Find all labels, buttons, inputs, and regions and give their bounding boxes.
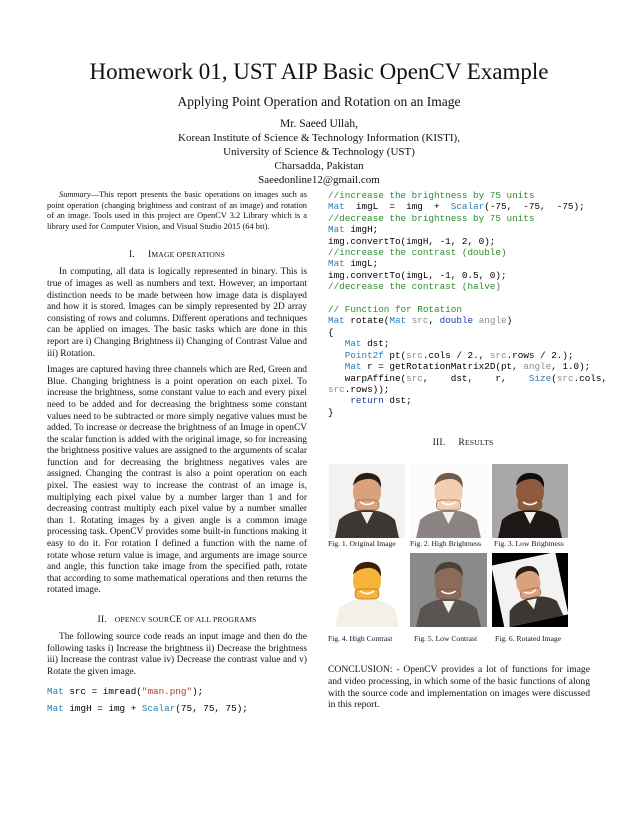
figure-1-image [329,464,405,538]
code-token: Mat [328,224,345,236]
conclusion-text: CONCLUSION: - OpenCV provides a lot of functions for image and video processing, in which some of the basic functions of along with the source code and implementation on images were discussed in this report. [328,664,590,711]
code-token: img.convertTo(imgH, -1, 2, 0); [328,235,496,247]
code-token: imgH = img + [63,702,142,714]
code-token: , dst, r, [422,372,529,384]
code-token: .cols, [573,372,608,384]
paper-title: Homework 01, UST AIP Basic OpenCV Example [89,59,549,84]
section-1-paragraph-2: Images are captured having three channels which are Red, Green and Blue. Changing brightness is a point operation on each pixel. To increase the brightness, some constant value to each and every pixel need to be added and for decreasing the brightness some constant values need to be subtracted or more simply negative values must be added. To increase or decrease the brightness of an Image in openCV the scalar function is added with the original image, so for increasing the brightness positive values are assigned to the arguments of scalar function and for decreasing the brightness negatives vales are assigned. Changing the contrast is also a point operation on each pixel. The easiest way to increase the contrast of an image is, multiplying each pixel value by a number larger than 1 and for decreasing contrast multiply each pixel value by a number smaller than 1. Rotating images by a given angle is a common image processing task. OpenCV provides some built-in functions making it easy to do it. For rotation I defined a function with the name of rotate whose return value is image, and arguments are image source and angle, this function take image from the specified path, rotate that according to some mathematical operations and then returns the rotated image. [47,365,307,596]
code-token: src [406,349,423,361]
portrait-graphic [492,553,568,627]
portrait-graphic [492,464,568,538]
figure-4-caption: Fig. 4. High Contrast [328,634,393,643]
portrait-graphic [329,553,405,627]
section-3-num: III. [432,437,446,448]
code-token: Mat [344,338,362,350]
code-line-imgH [47,703,307,714]
portrait-graphic [410,553,487,627]
code-token: imgL = img + [344,201,451,213]
code-comment: // Function for Rotation [328,304,462,316]
section-2-heading [47,614,307,626]
code-token: src [328,383,345,395]
code-token: , [428,315,440,327]
code-token: ) [506,315,513,327]
affiliation-line-2: University of Science & Technology (UST) [223,146,415,158]
figure-3-caption: Fig. 3. Low Brightness [494,539,564,548]
code-token: Scalar [141,702,176,714]
section-3-cap: R [458,437,466,448]
code-token: r = getRotationMatrix2D(pt, [361,361,524,373]
code-token: .cols / 2., [422,349,490,361]
code-token: angle [473,315,507,327]
code-token: src [489,349,507,361]
code-token: src [406,372,423,384]
code-comment: //increase the contrast (double) [328,247,507,259]
section-2-part-a: OPENCV S [114,615,153,624]
code-token: img.convertTo(imgL, -1, 0.5, 0); [328,269,507,281]
section-2-part-b: OUR [152,615,170,624]
affiliation-line-1: Korean Institute of Science & Technology Information (KISTI), [178,132,460,144]
figure-6-caption: Fig. 6. Rotated Image [495,634,562,643]
author-name: Mr. Saeed Ullah, [280,118,358,130]
code-comment: //increase the brightness by 75 units [328,190,535,201]
code-token: imgL; [344,258,379,270]
figure-2-caption: Fig. 2. High Brightness [410,539,482,548]
code-token: dst; [361,338,390,350]
code-token: pt( [383,349,407,361]
code-token: , 1.0); [551,361,591,373]
code-token: .rows / 2.); [506,349,574,361]
code-token: ); [192,686,204,698]
figure-1-caption: Fig. 1. Original Image [328,539,396,548]
code-token: src = imread( [63,686,142,698]
code-block [328,190,608,418]
author-email: Saeedonline12@gmail.com [258,174,380,186]
figure-2-image [410,464,487,538]
section-1-rest: MAGE OPERATIONS [151,250,226,260]
code-token: double [439,315,474,327]
code-token: (-75, -75, -75); [484,201,585,213]
code-token: Mat [328,201,345,213]
code-token: src [406,315,429,327]
section-2-paragraph-1: The following source code reads an input image and then do the following tasks i) Increase the brightness ii) Decrease the brightness iii) Increase the contrast value iv) Decrease the contrast value and v) Rotate the given image. [47,632,307,677]
abstract-text: —This report presents the basic operations on images such as point operation (changing brightness and contrast of an image) and rotation of an image. Tools used in this project are OpenCV 3.2 Library which is a library used for Computer Vision, and Visual Studio 2015 (64 bit). [47,190,307,231]
section-2-num: II. [97,614,107,625]
code-token: Mat [47,686,64,698]
abstract-label: Summary [59,190,91,199]
right-column-code [328,190,608,418]
section-3-heading [328,437,598,449]
code-token: rotate( [344,315,390,327]
figure-5-image [410,553,487,627]
figure-3-image [492,464,568,538]
abstract [47,190,307,232]
code-token: src [556,372,574,384]
code-token: Mat [328,315,345,327]
code-comment: //decrease the brightness by 75 units [328,212,535,224]
left-column [47,190,307,714]
code-token: Mat [47,702,64,714]
code-token: Mat [328,258,345,270]
code-token: (75, 75, 75); [175,702,248,714]
section-1-cap: I [147,249,152,261]
code-token: Point2f [344,349,384,361]
paper-subtitle: Applying Point Operation and Rotation on an Image [177,94,461,109]
figure-4-image [329,553,405,627]
code-line-imread [47,686,307,697]
section-1-heading [47,249,307,261]
code-token: imgH; [344,224,379,236]
code-token: dst; [383,395,412,407]
code-token: } [328,406,334,418]
code-token: .rows)); [344,383,390,395]
code-token: angle [523,361,552,373]
code-token: Mat [389,315,407,327]
affiliation-line-3: Charsadda, Pakistan [274,160,364,172]
code-token: return [350,395,384,407]
code-token: Mat [344,361,362,373]
figure-6-image [492,553,568,627]
section-2-part-d: OF ALL PROGRAMS [182,615,257,624]
section-1-paragraph-1: In computing, all data is logically represented in binary. This is true of images as well as numbers and text. However, an important distinction needs to be made between how image data is displayed and how it is stored. Images can be simply represented by 2D array consisting of rows and columns. Different operations and techniques can be applied on images. The basic tasks which are done in this report are i) Changing Brightness ii) Changing of Contrast Value and iii) Rotation. [47,267,307,359]
code-token: Scalar [450,201,485,213]
section-2-part-c: CE [169,614,182,625]
section-1-num: I. [128,249,135,261]
section-3-rest: ESULTS [465,438,494,447]
code-token: { [328,326,334,338]
code-token: "man.png" [141,686,193,698]
code-token: warpAffine( [344,372,407,384]
figure-5-caption: Fig. 5. Low Contrast [414,634,478,643]
code-comment: //decrease the contrast (halve) [328,281,501,293]
code-token: ( [551,372,557,384]
portrait-graphic [410,464,487,538]
code-token: Size [528,372,552,384]
portrait-graphic [329,464,405,538]
